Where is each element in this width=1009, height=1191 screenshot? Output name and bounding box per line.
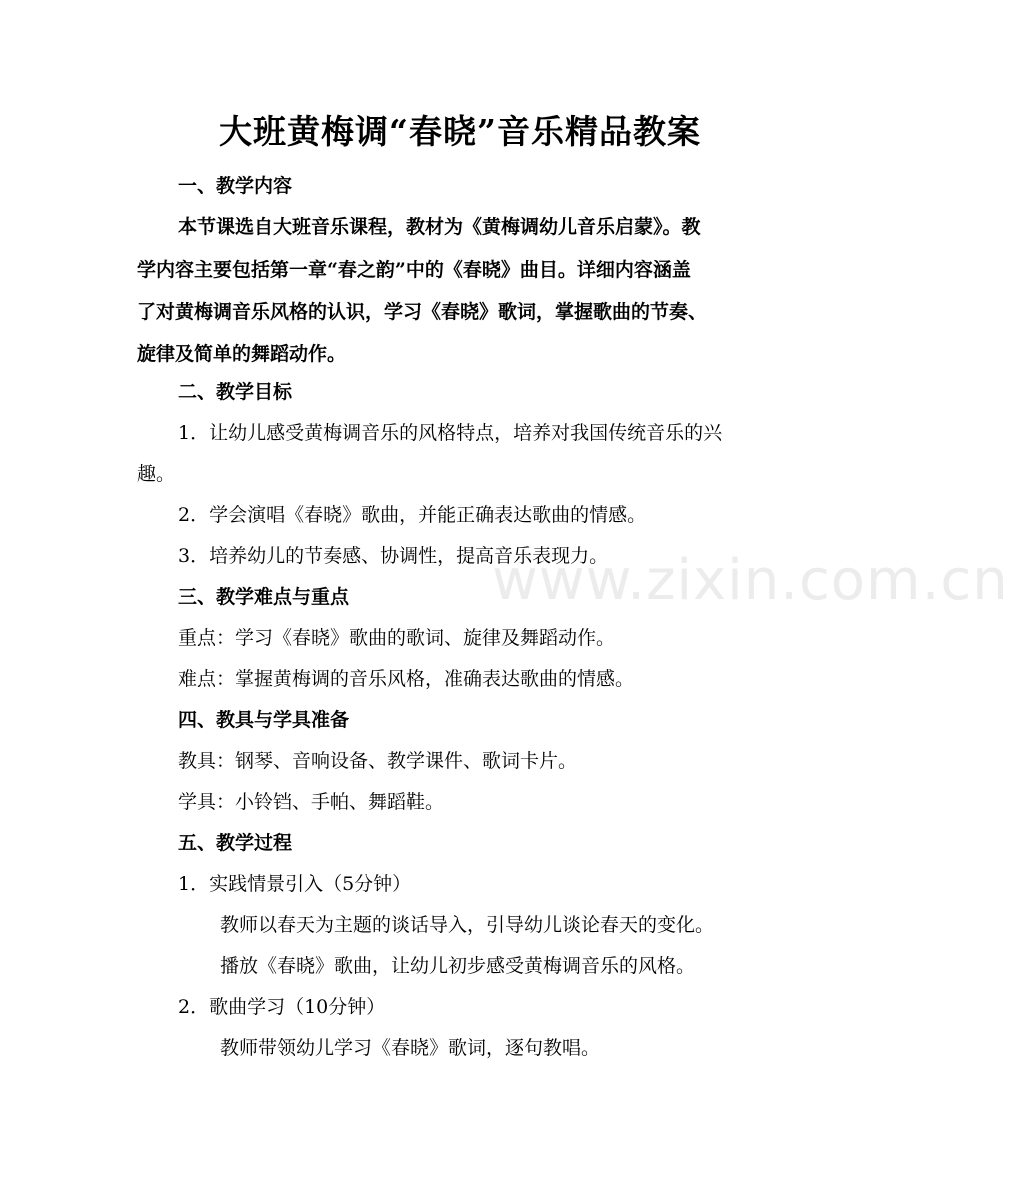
- section-heading-materials: 四、教具与学具准备: [178, 709, 350, 731]
- paragraph-line: 学内容主要包括第一章“春之韵”中的《春晓》曲目。详细内容涵盖: [137, 259, 691, 281]
- list-item: 1．实践情景引入（5分钟）: [178, 873, 412, 895]
- list-item: 播放《春晓》歌曲，让幼儿初步感受黄梅调音乐的风格。: [220, 955, 696, 977]
- list-item: 1．让幼儿感受黄梅调音乐的风格特点，培养对我国传统音乐的兴: [178, 422, 723, 444]
- list-item: 趣。: [137, 463, 176, 485]
- watermark: www.zixin.com.cn: [492, 548, 1009, 613]
- list-item: 2．学会演唱《春晓》歌曲，并能正确表达歌曲的情感。: [178, 504, 647, 526]
- page-title: 大班黄梅调“春晓”音乐精品教案: [219, 112, 701, 151]
- list-item: 难点：掌握黄梅调的音乐风格，准确表达歌曲的情感。: [178, 668, 635, 690]
- section-heading-process: 五、教学过程: [178, 832, 293, 854]
- list-item: 教师以春天为主题的谈话导入，引导幼儿谈论春天的变化。: [220, 914, 715, 936]
- section-heading-focus: 三、教学难点与重点: [178, 586, 350, 608]
- list-item: 学具：小铃铛、手帕、舞蹈鞋。: [178, 791, 445, 813]
- list-item: 重点：学习《春晓》歌曲的歌词、旋律及舞蹈动作。: [178, 627, 616, 649]
- paragraph-line: 了对黄梅调音乐风格的认识，学习《春晓》歌词，掌握歌曲的节奏、: [137, 301, 708, 323]
- paragraph-line: 本节课选自大班音乐课程，教材为《黄梅调幼儿音乐启蒙》。教: [178, 216, 701, 238]
- list-item: 3．培养幼儿的节奏感、协调性，提高音乐表现力。: [178, 545, 609, 567]
- list-item: 2．歌曲学习（10分钟）: [178, 996, 386, 1018]
- paragraph-line: 旋律及简单的舞蹈动作。: [137, 343, 347, 365]
- section-heading-content: 一、教学内容: [178, 175, 293, 197]
- list-item: 教具：钢琴、音响设备、教学课件、歌词卡片。: [178, 750, 578, 772]
- section-heading-goals: 二、教学目标: [178, 381, 293, 403]
- list-item: 教师带领幼儿学习《春晓》歌词，逐句教唱。: [220, 1037, 601, 1059]
